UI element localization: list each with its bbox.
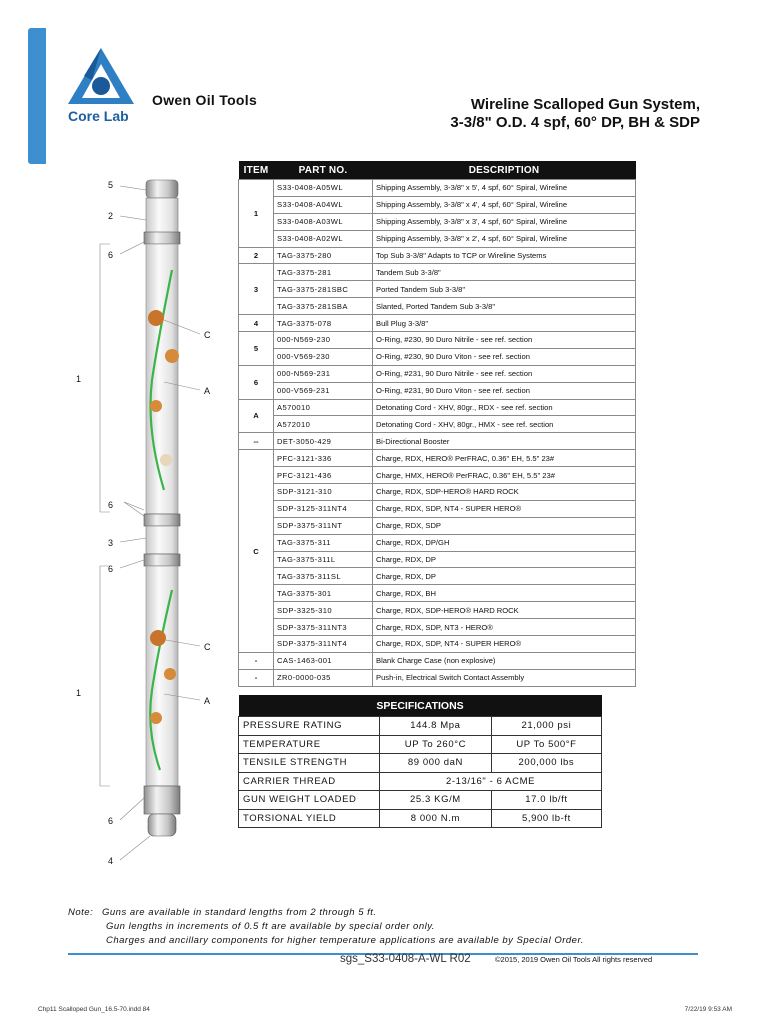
parts-row — [239, 500, 636, 517]
parts-part-number: SDP-3375-311NT4 — [274, 636, 373, 653]
parts-description: O-Ring, #231, 90 Duro Viton - see ref. section — [373, 382, 636, 399]
parts-description: Blank Charge Case (non explosive) — [373, 652, 636, 669]
spec-label: TENSILE STRENGTH — [239, 754, 380, 773]
spec-metric-value: UP To 260°C — [380, 735, 492, 754]
page-title-line2: 3-3/8" O.D. 4 spf, 60° DP, BH & SDP — [450, 114, 700, 131]
parts-description: Detonating Cord - XHV, 80gr., HMX - see ref. section — [373, 416, 636, 433]
parts-description: Slanted, Ported Tandem Sub 3-3/8" — [373, 298, 636, 315]
parts-description: Bull Plug 3-3/8" — [373, 315, 636, 332]
spec-row — [239, 717, 602, 736]
parts-header-item: ITEM — [239, 161, 274, 180]
parts-part-number: PFC-3121-436 — [274, 467, 373, 484]
parts-row — [239, 602, 636, 619]
parts-part-number: S33-0408-A04WL — [274, 196, 373, 213]
callout-6c: 6 — [108, 564, 114, 574]
parts-item-number: 2 — [239, 247, 274, 264]
parts-part-number: SDP-3125-311NT4 — [274, 500, 373, 517]
parts-part-number: S33-0408-A03WL — [274, 213, 373, 230]
parts-part-number: A570010 — [274, 399, 373, 416]
parts-description: Push-in, Electrical Switch Contact Assembly — [373, 669, 636, 686]
parts-row — [239, 348, 636, 365]
spec-label: TORSIONAL YIELD — [239, 809, 380, 828]
parts-table — [238, 161, 636, 687]
spec-metric-value: 8 000 N.m — [380, 809, 492, 828]
callout-6b: 6 — [108, 500, 114, 510]
parts-description: Ported Tandem Sub 3-3/8" — [373, 281, 636, 298]
specifications-title: SPECIFICATIONS — [239, 695, 602, 717]
spec-row — [239, 754, 602, 773]
callout-3: 3 — [108, 538, 114, 548]
parts-description: Bi-Directional Booster — [373, 433, 636, 450]
parts-description: Charge, RDX, DP — [373, 551, 636, 568]
parts-description: Charge, RDX, DP — [373, 568, 636, 585]
brand-name: Owen Oil Tools — [152, 92, 258, 108]
copyright: ©2015, 2019 Owen Oil Tools All rights reserved — [495, 955, 653, 964]
parts-part-number: CAS-1463-001 — [274, 652, 373, 669]
parts-part-number: TAG-3375-281 — [274, 264, 373, 281]
parts-description: Charge, RDX, SDP — [373, 517, 636, 534]
spec-value: 2-13/16" - 6 ACME — [380, 772, 602, 791]
parts-part-number: SDP-3325-310 — [274, 602, 373, 619]
parts-part-number: SDP-3121-310 — [274, 484, 373, 501]
parts-item-number: - — [239, 652, 274, 669]
parts-row — [239, 281, 636, 298]
spec-label: GUN WEIGHT LOADED — [239, 791, 380, 810]
footer-date: 7/22/19 9:53 AM — [684, 1006, 732, 1013]
parts-description: Shipping Assembly, 3-3/8" x 3', 4 spf, 60° Spiral, Wireline — [373, 213, 636, 230]
parts-part-number: 000-N569-230 — [274, 332, 373, 349]
parts-row — [239, 365, 636, 382]
spec-imperial-value: 21,000 psi — [491, 717, 601, 736]
parts-item-number: - — [239, 669, 274, 686]
spec-imperial-value: UP To 500°F — [491, 735, 601, 754]
spec-row — [239, 791, 602, 810]
parts-row — [239, 399, 636, 416]
parts-part-number: 000-V569-231 — [274, 382, 373, 399]
parts-description: Shipping Assembly, 3-3/8" x 4', 4 spf, 60° Spiral, Wireline — [373, 196, 636, 213]
parts-item-number: 6 — [239, 365, 274, 399]
parts-part-number: SDP-3375-311NT3 — [274, 619, 373, 636]
spec-row — [239, 772, 602, 791]
parts-description: Top Sub 3-3/8" Adapts to TCP or Wireline Systems — [373, 247, 636, 264]
document-id: sgs_S33-0408-A-WL R02 — [340, 953, 471, 965]
callout-6d: 6 — [108, 816, 114, 826]
parts-row — [239, 247, 636, 264]
callout-c: C — [204, 330, 211, 340]
parts-row — [239, 213, 636, 230]
parts-description: Shipping Assembly, 3-3/8" x 2', 4 spf, 60° Spiral, Wireline — [373, 230, 636, 247]
parts-part-number: ZR0-0000-035 — [274, 669, 373, 686]
parts-row — [239, 669, 636, 686]
gun-assembly-diagram — [60, 170, 230, 870]
parts-part-number: TAG-3375-281SBA — [274, 298, 373, 315]
parts-row — [239, 652, 636, 669]
footer-filename: Chp11 Scalloped Gun_16.5-70.indd 84 — [38, 1006, 150, 1013]
parts-row — [239, 433, 636, 450]
parts-description: Charge, RDX, SDP-HERO® HARD ROCK — [373, 484, 636, 501]
parts-part-number: SDP-3375-311NT — [274, 517, 373, 534]
callout-5: 5 — [108, 180, 114, 190]
parts-part-number: TAG-3375-311SL — [274, 568, 373, 585]
parts-description: Tandem Sub 3-3/8" — [373, 264, 636, 281]
parts-row — [239, 467, 636, 484]
note-line: Guns are available in standard lengths from 2 through 5 ft. — [102, 907, 377, 918]
parts-part-number: DET-3050-429 — [274, 433, 373, 450]
parts-item-number: 4 — [239, 315, 274, 332]
parts-description: Charge, RDX, SDP-HERO® HARD ROCK — [373, 602, 636, 619]
specifications-table — [238, 695, 602, 828]
parts-row — [239, 382, 636, 399]
sidebar-accent-bar — [28, 28, 46, 164]
parts-header-description: DESCRIPTION — [373, 161, 636, 180]
parts-part-number: TAG-3375-281SBC — [274, 281, 373, 298]
parts-row — [239, 196, 636, 213]
parts-item-number: -- — [239, 433, 274, 450]
parts-item-number: 5 — [239, 332, 274, 366]
spec-imperial-value: 17.0 lb/ft — [491, 791, 601, 810]
spec-label: CARRIER THREAD — [239, 772, 380, 791]
parts-description: Charge, HMX, HERO® PerFRAC, 0.36" EH, 5.5" 23# — [373, 467, 636, 484]
spec-metric-value: 89 000 daN — [380, 754, 492, 773]
spec-row — [239, 735, 602, 754]
callout-a2: A — [204, 696, 211, 706]
note-line: Gun lengths in increments of 0.5 ft are available by special order only. — [106, 921, 435, 932]
parts-part-number: TAG-3375-078 — [274, 315, 373, 332]
note-line: Charges and ancillary components for higher temperature applications are available by Special Order. — [106, 935, 584, 946]
parts-row — [239, 619, 636, 636]
parts-description: Detonating Cord - XHV, 80gr., RDX - see ref. section — [373, 399, 636, 416]
parts-description: Charge, RDX, SDP, NT3 - HERO® — [373, 619, 636, 636]
spec-row — [239, 809, 602, 828]
parts-part-number: TAG-3375-301 — [274, 585, 373, 602]
page-title-line1: Wireline Scalloped Gun System, — [470, 96, 700, 113]
parts-description: O-Ring, #230, 90 Duro Nitrile - see ref. section — [373, 332, 636, 349]
spec-label: TEMPERATURE — [239, 735, 380, 754]
callout-1b: 1 — [76, 688, 82, 698]
callout-1: 1 — [76, 374, 82, 384]
parts-item-number: 1 — [239, 180, 274, 248]
parts-table-body — [239, 180, 636, 687]
parts-description: Shipping Assembly, 3-3/8" x 5', 4 spf, 60° Spiral, Wireline — [373, 180, 636, 197]
callout-6: 6 — [108, 250, 114, 260]
spec-label: PRESSURE RATING — [239, 717, 380, 736]
parts-row — [239, 315, 636, 332]
parts-part-number: 000-N569-231 — [274, 365, 373, 382]
spec-imperial-value: 5,900 lb-ft — [491, 809, 601, 828]
parts-row — [239, 180, 636, 197]
parts-part-number: S33-0408-A02WL — [274, 230, 373, 247]
note-label: Note: — [68, 907, 94, 918]
parts-description: Charge, RDX, SDP, NT4 - SUPER HERO® — [373, 636, 636, 653]
parts-description: Charge, RDX, DP/GH — [373, 534, 636, 551]
parts-row — [239, 484, 636, 501]
parts-row — [239, 585, 636, 602]
callout-c2: C — [204, 642, 211, 652]
spec-metric-value: 144.8 Mpa — [380, 717, 492, 736]
parts-row — [239, 551, 636, 568]
parts-part-number: 000-V569-230 — [274, 348, 373, 365]
parts-item-number: C — [239, 450, 274, 653]
parts-row — [239, 298, 636, 315]
notes-block — [68, 906, 584, 948]
parts-row — [239, 230, 636, 247]
parts-row — [239, 332, 636, 349]
parts-description: O-Ring, #230, 90 Duro Viton - see ref. section — [373, 348, 636, 365]
parts-part-number: PFC-3121-336 — [274, 450, 373, 467]
parts-description: Charge, RDX, BH — [373, 585, 636, 602]
callout-2: 2 — [108, 211, 114, 221]
parts-part-number: TAG-3375-280 — [274, 247, 373, 264]
parts-row — [239, 264, 636, 281]
parts-item-number: 3 — [239, 264, 274, 315]
callout-4: 4 — [108, 856, 114, 866]
parts-row — [239, 636, 636, 653]
callout-a: A — [204, 386, 211, 396]
parts-row — [239, 517, 636, 534]
parts-row — [239, 416, 636, 433]
parts-row — [239, 568, 636, 585]
parts-item-number: A — [239, 399, 274, 433]
parts-row — [239, 450, 636, 467]
parts-part-number: S33-0408-A05WL — [274, 180, 373, 197]
parts-description: Charge, RDX, SDP, NT4 - SUPER HERO® — [373, 500, 636, 517]
parts-part-number: TAG-3375-311L — [274, 551, 373, 568]
spec-imperial-value: 200,000 lbs — [491, 754, 601, 773]
parts-header-part-no: PART NO. — [274, 161, 373, 180]
parts-part-number: TAG-3375-311 — [274, 534, 373, 551]
spec-metric-value: 25.3 KG/M — [380, 791, 492, 810]
parts-row — [239, 534, 636, 551]
parts-part-number: A572010 — [274, 416, 373, 433]
parts-description: Charge, RDX, HERO® PerFRAC, 0.36" EH, 5.5" 23# — [373, 450, 636, 467]
logo-text: Core Lab — [68, 108, 129, 124]
parts-description: O-Ring, #231, 90 Duro Nitrile - see ref. section — [373, 365, 636, 382]
